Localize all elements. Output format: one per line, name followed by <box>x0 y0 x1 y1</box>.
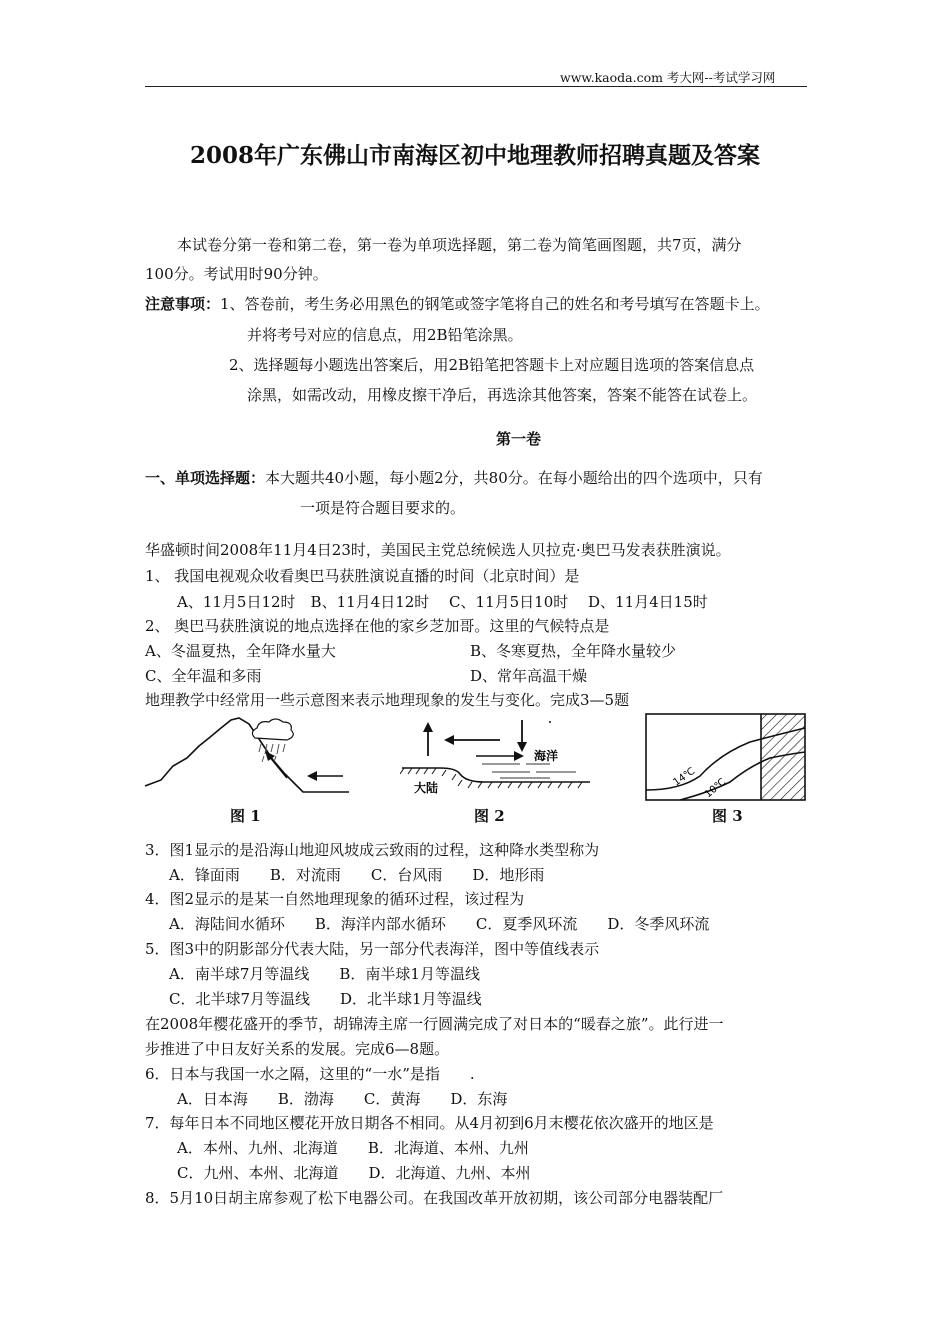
stem-3-line-2: 步推进了中日友好关系的发展。完成6—8题。 <box>145 1040 450 1058</box>
notice-item-2b: 涂黑，如需改动，用橡皮擦干净后，再选涂其他答案，答案不能答在试卷上。 <box>247 386 758 404</box>
stem-1: 华盛顿时间2008年11月4日23时，美国民主党总统候选人贝拉克·奥巴马发表获胜演说。 <box>145 541 731 559</box>
fig3-isotherm-10: 10℃ <box>702 776 729 801</box>
q5-text: 5．图3中的阴影部分代表大陆，另一部分代表海洋，图中等值线表示 <box>145 940 600 958</box>
fig3-land-shading <box>761 714 805 800</box>
q2-text: 2、 奥巴马获胜演说的地点选择在他的家乡芝加哥。这里的气候特点是 <box>145 617 610 635</box>
fig2-ocean-label: 海洋 <box>534 749 559 763</box>
q2-option-c: C、全年温和多雨 <box>145 667 262 685</box>
notice-item-2a: 2、选择题每小题选出答案后，用2B铅笔把答题卡上对应题目选项的答案信息点 <box>229 356 755 374</box>
q7-options-cd: C．九州、本州、北海道 D．北海道、九州、本州 <box>177 1164 531 1182</box>
fig1-caption: 图 1 <box>230 807 261 825</box>
q3-options: A．锋面雨 B．对流雨 C．台风雨 D．地形雨 <box>169 866 545 884</box>
q1-options: A、11月5日12时 B、11月4日12时 C、11月5日10时 D、11月4日15时 <box>177 593 708 611</box>
site-header: www.kaoda.com 考大网--考试学习网 <box>560 70 776 85</box>
q3-text: 3．图1显示的是沿海山地迎风坡成云致雨的过程，这种降水类型称为 <box>145 841 600 859</box>
q5-options-ab: A．南半球7月等温线 B．南半球1月等温线 <box>169 965 480 983</box>
section1-desc-a: 本大题共40小题，每小题2分，共80分。在每小题给出的四个选项中，只有 <box>265 469 763 487</box>
notice-line-1 <box>145 293 770 314</box>
stem-3-line-1: 在2008年樱花盛开的季节，胡锦涛主席一行圆满完成了对日本的“暖春之旅”。此行进一 <box>145 1015 724 1033</box>
section1-line-1 <box>145 467 763 488</box>
stem-2: 地理教学中经常用一些示意图来表示地理现象的发生与变化。完成3—5题 <box>145 691 630 709</box>
q2-option-d: D、常年高温干燥 <box>470 667 588 685</box>
q6-text: 6．日本与我国一水之隔，这里的“一水”是指 . <box>145 1065 475 1083</box>
fig2-caption: 图 2 <box>474 807 505 825</box>
section1-desc-b: 一项是符合题目要求的。 <box>300 499 466 517</box>
notice-item-1b: 并将考号对应的信息点，用2B铅笔涂黑。 <box>247 326 523 344</box>
page-title: 2008年广东佛山市南海区初中地理教师招聘真题及答案 <box>189 142 760 169</box>
fig3-isotherm-14: 14℃ <box>671 765 698 789</box>
q4-text: 4．图2显示的是某一自然地理现象的循环过程，该过程为 <box>145 890 525 908</box>
volume-title: 第一卷 <box>496 430 542 448</box>
fig3-caption: 图 3 <box>712 807 743 825</box>
q4-options: A．海陆间水循环 B．海洋内部水循环 C．夏季风环流 D．冬季风环流 <box>169 915 710 933</box>
intro-line-2: 100分。考试用时90分钟。 <box>145 265 328 283</box>
notice-label: 注意事项： <box>145 295 221 313</box>
notice-item-1a: 1、答卷前，考生务必用黑色的钢笔或签字笔将自己的姓名和考号填写在答题卡上。 <box>220 295 770 313</box>
q5-options-cd: C．北半球7月等温线 D．北半球1月等温线 <box>169 990 482 1008</box>
q2-option-a: A、冬温夏热，全年降水量大 <box>145 642 336 660</box>
fig2-land-label: 大陆 <box>414 781 439 795</box>
q2-option-b: B、冬寒夏热，全年降水量较少 <box>470 642 677 660</box>
q7-text: 7．每年日本不同地区樱花开放日期各不相同。从4月初到6月末樱花依次盛开的地区是 <box>145 1114 714 1132</box>
header-rule <box>145 86 807 87</box>
q7-options-ab: A．本州、九州、北海道 B．北海道、本州、九州 <box>177 1139 529 1157</box>
q1-text: 1、 我国电视观众收看奥巴马获胜演说直播的时间（北京时间）是 <box>145 567 580 585</box>
q8-text: 8．5月10日胡主席参观了松下电器公司。在我国改革开放初期，该公司部分电器装配厂 <box>145 1189 724 1207</box>
intro-line-1: 本试卷分第一卷和第二卷，第一卷为单项选择题，第二卷为简笔画图题，共7页，满分 <box>177 236 742 254</box>
section1-label: 一、单项选择题： <box>145 469 266 487</box>
q6-options: A．日本海 B．渤海 C．黄海 D．东海 <box>177 1090 508 1108</box>
